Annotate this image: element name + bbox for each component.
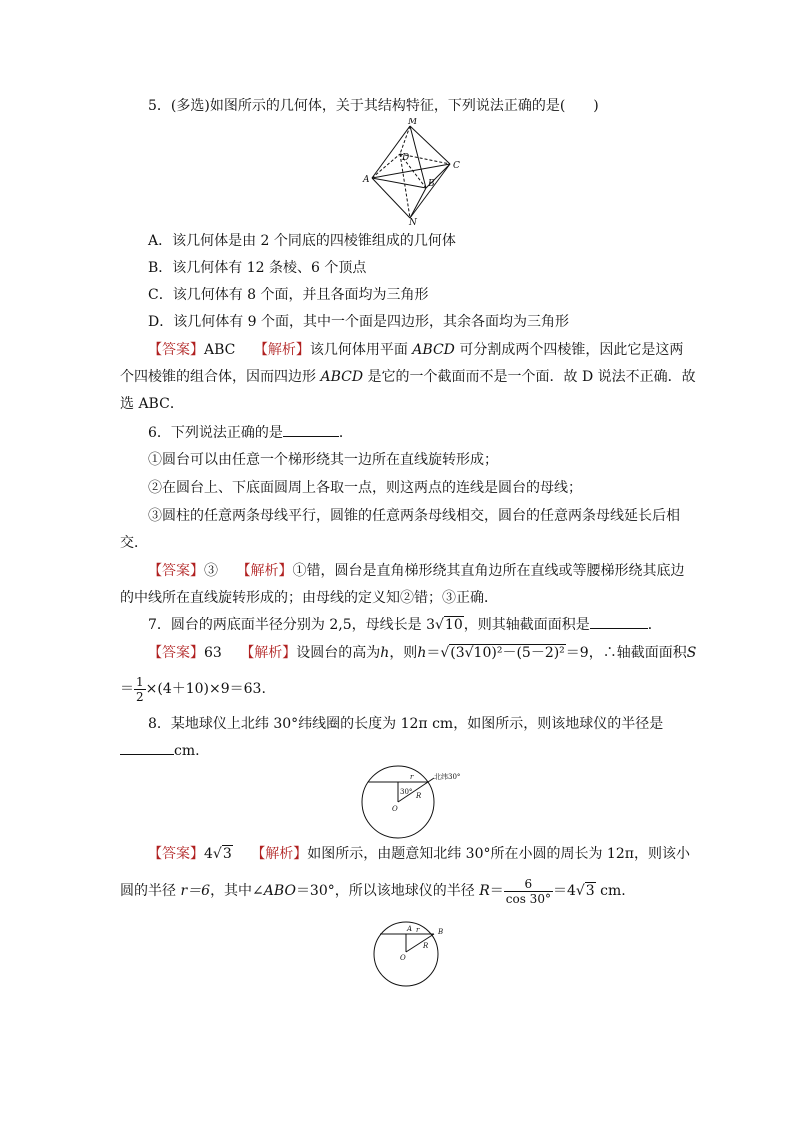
q8-fraction [504,877,553,906]
q7-answer: 63 [204,645,222,661]
answer-tag: 【答案】 [148,342,204,358]
answer-tag: 【答案】 [148,645,204,661]
q8-res-b: cm. [595,883,626,899]
q7-analysis-line2 [120,674,266,704]
q7-stem-a: 7．圆台的两底面半径分别为 2,5，母线长是 3 [148,617,435,633]
q8-answer-a: 4 [204,846,213,862]
q7-stem-line [148,614,662,635]
q5-option-d: D．该几何体有 9 个面，其中一个面是四边形，其余各面均为三角形 [148,314,570,330]
q6-item-3: ③圆柱的任意两条母线平行，圆锥的任意两条母线相交，圆台的任意两条母线延长后相 [148,508,680,524]
analysis-tag: 【解析】 [251,846,308,862]
q6-item-1: ①圆台可以由任意一个梯形绕其一边所在直线旋转形成； [148,452,498,468]
q5-analysis-a: 该几何体用平面 [309,342,408,358]
q5-analysis-line3: 选 ABC． [120,396,184,412]
label-b: B [428,179,435,189]
q8-stem-line2 [120,740,200,761]
q8-r-eq: r＝6 [180,883,211,899]
q8-analysis-line2 [120,874,626,908]
q7-eq-a: ＝ [426,645,441,661]
fig2-label-B: B [438,928,444,936]
octahedron-figure [362,118,472,226]
fraction-denominator: cos 30° [505,891,551,906]
q7-line2-b: ×(4＋10)×9＝63. [145,681,266,697]
q8-res-radicand: 3 [585,883,595,899]
q7-analysis-b: ，则 [389,645,418,661]
q6-item-3-cont: 交． [120,535,148,551]
q5-analysis-b: 可分割成两个四棱锥，因此它是这两 [459,342,684,358]
q5-abcd: ABCD [412,342,455,358]
fraction-denominator: 2 [136,689,144,704]
q7-stem-end: ． [647,617,662,633]
q8-answer-line [148,844,690,864]
q7-eq-radicand: (3√10)²－(5－2)² [450,645,565,661]
fig2-label-r: r [416,926,420,934]
analysis-tag: 【解析】 [253,342,310,358]
q7-analysis-a: 设圆台的高为 [296,645,381,661]
fig1-label-R: R [416,792,422,800]
q8-abo: ABO [263,883,296,899]
sqrt-sign: √ [440,645,450,661]
q5-option-c: C．该几何体有 8 个面，并且各面均为三角形 [148,287,429,303]
q5-analysis-2a: 个四棱锥的组合体，因而四边形 [120,369,316,385]
q8-stem: 8．某地球仪上北纬 30°纬线圈的长度为 12π cm，如图所示，则该地球仪的半径是 [148,716,664,732]
q5-analysis-line2 [120,367,696,387]
q6-stem: 6．下列说法正确的是 [148,425,283,441]
q8-answer-radicand: 3 [222,846,232,862]
globe-figure-2 [370,920,458,988]
answer-tag: 【答案】 [148,846,204,862]
fig1-label-latitude: 北纬30° [434,773,461,781]
fraction-numerator: 6 [504,877,553,892]
q7-fraction [134,675,146,704]
q5-answer-line [148,340,683,360]
q7-answer-blank [590,614,648,629]
label-n: N [409,218,417,226]
q6-stem-line [148,422,353,443]
q7-h: h [380,645,390,661]
analysis-tag: 【解析】 [236,563,293,579]
sqrt-sign: √ [212,846,222,862]
q8-unit: cm. [174,743,200,759]
q7-answer-line [148,643,696,663]
q6-item-2: ②在圆台上、下底面圆周上各取一点，则这两点的连线是圆台的母线； [148,480,582,496]
q5-abcd-2: ABCD [320,369,364,385]
q6-answer-line [148,561,684,581]
q8-analysis-2c: ＝30°，所以该地球仪的半径 [295,883,475,899]
label-d: D [402,153,410,163]
q8-res-a: ＝4 [552,883,576,899]
fig1-label-30deg: 30° [400,788,413,796]
label-m: M [408,118,418,127]
q8-answer-blank [120,740,174,755]
q7-eq-b: ＝9，∴轴截面面积 [565,645,687,661]
q8-R: R [479,883,490,899]
fig2-label-A: A [407,925,413,933]
q6-analysis-1: ①错，圆台是直角梯形绕其直角边所在直线或等腰梯形绕其底边 [292,563,685,579]
q5-analysis-2b: 是它的一个截面而不是一个面．故 D 说法不正确．故 [367,369,696,385]
q6-stem-end: ． [338,425,353,441]
fig2-label-O: O [400,954,406,962]
q7-s: S [686,645,697,661]
label-c: C [453,161,460,171]
q8-analysis-2b: ，其中∠ [210,883,264,899]
sqrt-sign: √ [434,617,444,633]
q6-analysis-2: 的中线所在直线旋转形成的；由母线的定义知②错；③正确． [120,590,498,606]
q5-option-a: A．该几何体是由 2 个同底的四棱锥组成的几何体 [148,233,456,249]
globe-figure-1 [360,764,464,840]
q8-analysis-1: 如图所示，由题意知北纬 30°所在小圆的周长为 12π，则该小 [307,846,690,862]
q8-eq: ＝ [489,883,504,899]
q7-stem-b: ，则其轴截面面积是 [463,617,590,633]
fig1-label-O: O [392,805,398,813]
analysis-tag: 【解析】 [240,645,297,661]
q5-stem: 5．(多选)如图所示的几何体，关于其结构特征，下列说法正确的是( ) [148,98,599,114]
fig1-label-r: r [410,773,414,781]
q8-analysis-2a: 圆的半径 [120,883,176,899]
q6-answer: ③ [204,563,218,579]
q7-h-2: h [417,645,427,661]
label-a: A [363,175,370,185]
q6-answer-blank [283,422,339,437]
fraction-numerator: 1 [136,674,144,689]
q7-line2-a: ＝ [120,681,134,697]
fig2-label-R: R [423,942,429,950]
q5-option-b: B．该几何体有 12 条棱、6 个顶点 [148,260,367,276]
q7-radicand: 10 [444,617,463,633]
answer-tag: 【答案】 [148,563,204,579]
q5-answer: ABC [204,342,236,358]
sqrt-sign: √ [575,883,585,899]
